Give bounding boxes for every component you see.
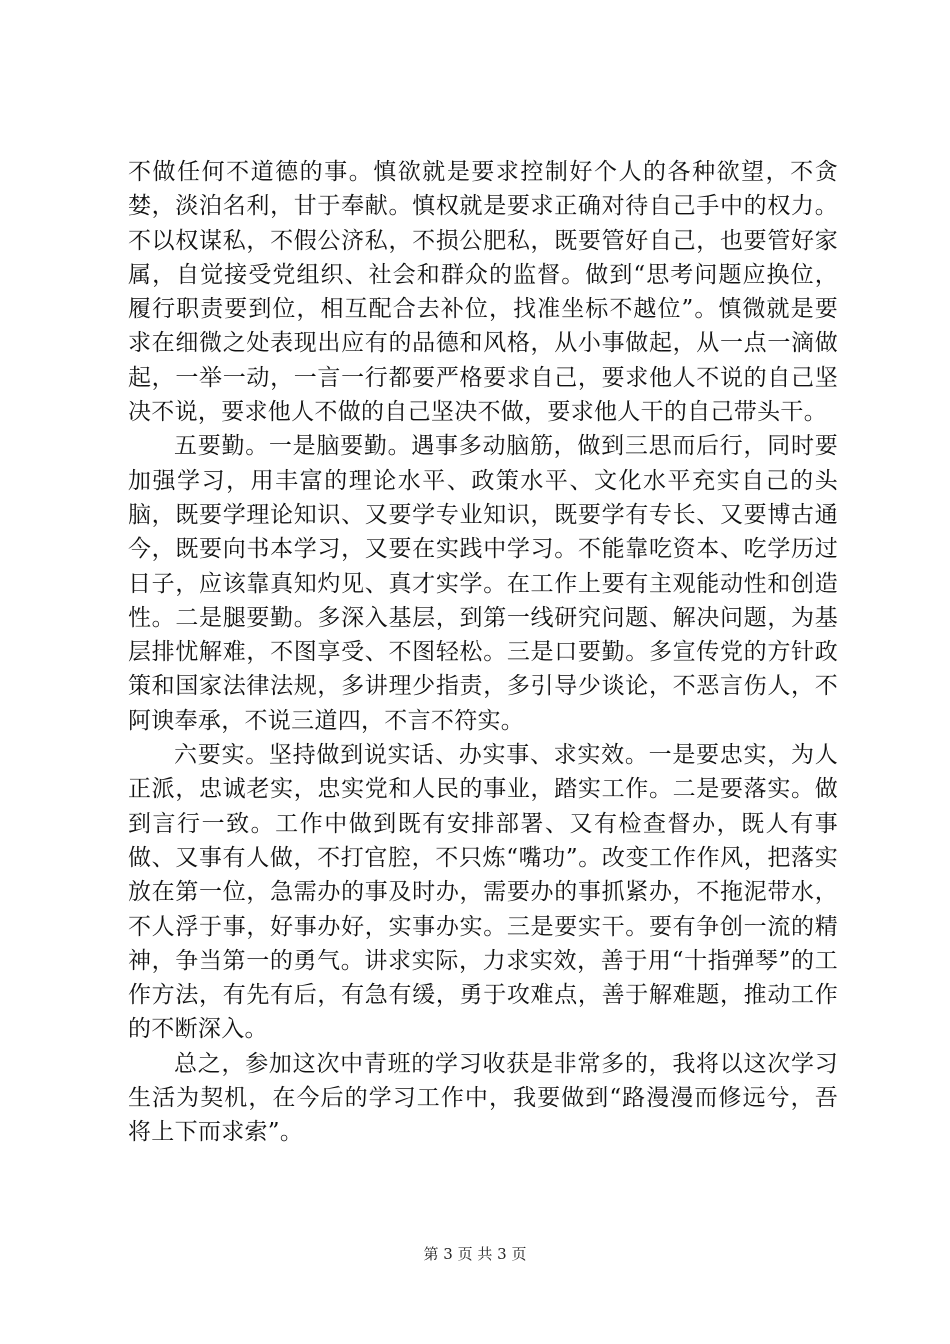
paragraph-3: 六要实。坚持做到说实话、办实事、求实效。一是要忠实，为人正派，忠诚老实，忠实党和人民的事业，踏实工作。二是要落实。做到言行一致。工作中做到既有安排部署、又有检查督办，既人有事做、又事有人做，不打官腔，不只炼“嘴功”。改变工作作风，把落实放在第一位，急需办的事及时办，需要办的事抓紧办，不拖泥带水，不人浮于事，好事办好，实事办实。三是要实干。要有争创一流的精神，争当第一的勇气。讲求实际，力求实效，善于用“十指弹琴”的工作方法，有先有后，有急有缓，勇于攻难点，善于解难题，推动工作的不断深入。 xyxy=(128,742,838,1043)
paragraph-1: 不做任何不道德的事。慎欲就是要求控制好个人的各种欲望，不贪婪，淡泊名利，甘于奉献。慎权就是要求正确对待自己手中的权力。不以权谋私，不假公济私，不损公肥私，既要管好自己，也要管好家属，自觉接受党组织、社会和群众的监督。做到“思考问题应换位，履行职责要到位，相互配合去补位，找准坐标不越位”。慎微就是要求在细微之处表现出应有的品德和风格，从小事做起，从一点一滴做起，一举一动，一言一行都要严格要求自己，要求他人不说的自己坚决不说，要求他人不做的自己坚决不做，要求他人干的自己带头干。 xyxy=(128,159,838,426)
page-footer: 第 3 页 共 3 页 xyxy=(423,1245,527,1263)
paragraph-4: 总之，参加这次中青班的学习收获是非常多的，我将以这次学习生活为契机，在今后的学习工作中，我要做到“路漫漫而修远兮，吾将上下而求索”。 xyxy=(128,1050,838,1146)
paragraph-2: 五要勤。一是脑要勤。遇事多动脑筋，做到三思而后行，同时要加强学习，用丰富的理论水平、政策水平、文化水平充实自己的头脑，既要学理论知识、又要学专业知识，既要学有专长、又要博古通今，既要向书本学习，又要在实践中学习。不能靠吃资本、吃学历过日子，应该靠真知灼见、真才实学。在工作上要有主观能动性和创造性。二是腿要勤。多深入基层，到第一线研究问题、解决问题，为基层排忧解难，不图享受、不图轻松。三是口要勤。多宣传党的方针政策和国家法律法规，多讲理少指责，多引导少谈论，不恶言伤人，不阿谀奉承，不说三道四，不言不符实。 xyxy=(128,433,838,734)
document-body xyxy=(128,155,838,1150)
